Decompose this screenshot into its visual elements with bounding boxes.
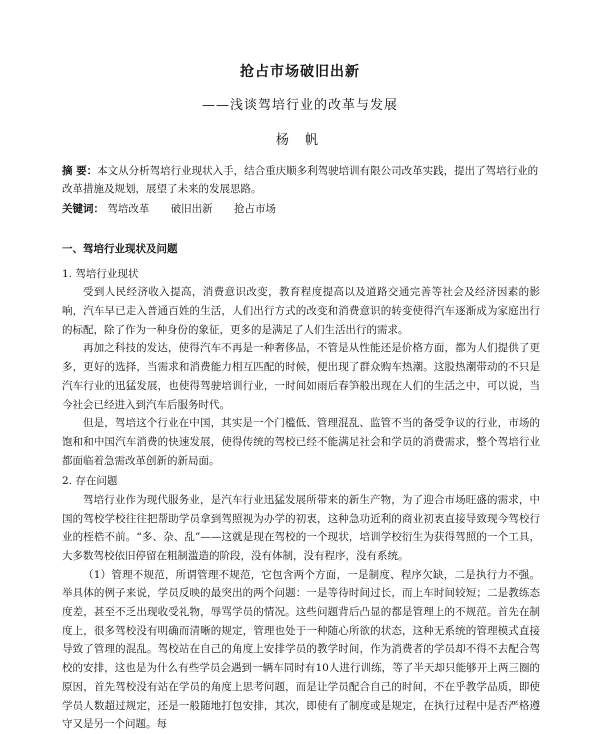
section-heading: 一、驾培行业现状及问题 (62, 243, 178, 255)
paragraph: 再加之科技的发达，使得汽车不再是一种奢侈品，不管是从性能还是价格方面，都为人们提供了更多，更好的选择，当需求和消费能力相互匹配的时候，便出现了群众购车热潮。这股热潮带动的不只是汽车行业的迅猛发展，也使得驾驶培训行业，一时间如雨后春笋般出现在人们的生活之中，可以说，当今社会已经进入到汽车后服务时代。 (62, 342, 540, 411)
keywords (62, 200, 540, 218)
paragraph: 驾培行业作为现代服务业，是汽车行业迅猛发展所带来的新生产物，为了迎合市场旺盛的需求，中国的驾校学校往往把帮助学员拿到驾照视为办学的初衷，这种急功近利的商业初衷直接导致现今驾校行业的桎梏不前。“多、杂、乱”——这就是现在驾校的一个现状，培训学校衍生为获得驾照的一个工具，大多数驾校依旧停留在粗制滥造的阶段，没有体制，没有程序，没有系统。 (62, 493, 540, 562)
article-subtitle: ——浅谈驾培行业的改革与发展 (201, 98, 398, 113)
paragraph: 但是，驾培这个行业在中国，其实是一个门槛低、管理混乱、监管不当的备受争议的行业，市场的饱和和中国汽车消费的快速发展，使得传统的驾校已经不能满足社会和学员的消费需求，整个驾培行业都面临着急需改革创新的新局面。 (62, 417, 540, 467)
abstract-text: 本文从分析驾培行业现状入手，结合重庆顺多利驾驶培训有限公司改革实践，提出了驾培行业的改革措施及规划，展望了未来的发展思路。 (62, 165, 539, 196)
keywords-label: 关键词： (62, 203, 104, 215)
subsection-heading: 1. 驾培行业现状 (62, 267, 139, 280)
paragraph: 受到人民经济收入提高，消费意识改变，教育程度提高以及道路交通完善等社会及经济因素的影响，汽车早已走入普通百姓的生活，人们出行方式的改变和消费意识的转变使得汽车逐渐成为家庭出行的标配，除了作为一种身份的象征，更多的是满足了人们生活出行的需求。 (62, 286, 540, 336)
keyword-item: 抢占市场 (234, 203, 277, 215)
author-name: 杨 帆 (275, 133, 325, 148)
abstract (62, 162, 540, 199)
article-title: 抢占市场破旧出新 (240, 64, 360, 80)
abstract-label: 摘 要： (62, 165, 98, 177)
paragraph: （1）管理不规范，所谓管理不规范，它包含两个方面，一是制度、程序欠缺，二是执行力不强。举具体的例子来说，学员反映的最突出的两个问题：一是等待时间过长，而上车时间较短；二是教练态度差，甚至不乏出现收受礼物，辱骂学员的情况。这些问题背后凸显的都是管理上的不规范。首先在制度上，很多驾校没有明确而清晰的规定，管理也处于一种随心所欲的状态，这种无系统的管理模式直接导致了管理的混乱。驾校站在自己的角度上安排学员的教学时间，作为消费者的学员却不得不去配合驾校的安排，这也是为什么有些学员会遇到一辆车同时有10人进行训练，等了半天却只能够开上两三圈的原因，首先驾校没有站在学员的角度上思考问题，而是让学员配合自己的时间，不在乎教学品质，即使学员人数超过规定，还是一般随地打包安排，其次，即使有了制度或是规定，在执行过程中是否严格遵守又是另一个问题。每 (62, 568, 540, 731)
keyword-item: 破旧出新 (170, 203, 213, 215)
subsection-heading: 2. 存在问题 (62, 475, 118, 488)
keyword-item: 驾培改革 (107, 203, 150, 215)
article-body (62, 240, 540, 734)
